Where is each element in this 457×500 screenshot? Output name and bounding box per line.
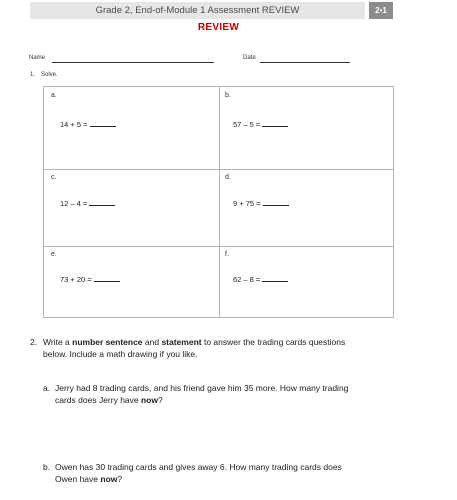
cell-b-expression: 57 – 5 = bbox=[233, 120, 261, 129]
review-title: REVIEW bbox=[197, 22, 240, 33]
problem-2b-text bbox=[55, 461, 445, 485]
problem-2-intro bbox=[43, 336, 443, 360]
problem-2a-question-mark: ? bbox=[157, 395, 163, 405]
problem-1-grid bbox=[43, 86, 394, 318]
problem-2a-line-2: cards does Jerry have bbox=[55, 395, 141, 405]
cell-a-expression: 14 + 5 = bbox=[60, 120, 88, 129]
cell-f-expression: 62 – 8 = bbox=[233, 275, 261, 284]
problem-2-intro-bold-2: statement bbox=[161, 337, 202, 347]
cell-a-answer-blank[interactable] bbox=[90, 119, 116, 127]
problem-2b-question-mark: ? bbox=[117, 474, 123, 484]
cell-e-letter: e. bbox=[51, 251, 57, 258]
problem-2b-bold-now: now bbox=[100, 474, 118, 484]
problem-1-instruction: Solve. bbox=[41, 72, 58, 78]
problem-2-intro-text-3: to answer the trading cards questions bbox=[201, 337, 346, 347]
cell-b-equation bbox=[233, 119, 288, 129]
problem-2-intro-text-2: and bbox=[142, 337, 162, 347]
problem-2b-line-1: Owen has 30 trading cards and gives away 6. How many trading cards does bbox=[55, 462, 342, 472]
date-field[interactable] bbox=[260, 62, 350, 63]
date-label: Date bbox=[243, 55, 256, 61]
problem-2b-letter: b. bbox=[43, 462, 51, 472]
cell-e-expression: 73 + 20 = bbox=[60, 275, 92, 284]
name-label: Name bbox=[29, 55, 46, 61]
cell-b-answer-blank[interactable] bbox=[262, 119, 288, 127]
cell-e-equation bbox=[60, 274, 120, 284]
cell-d-letter: d. bbox=[225, 174, 231, 181]
header-title: Grade 2, End-of-Module 1 Assessment REVIEW bbox=[95, 5, 300, 16]
grid-divider-row-1 bbox=[44, 169, 393, 170]
problem-2a-letter: a. bbox=[43, 383, 51, 393]
cell-c-equation bbox=[60, 198, 115, 208]
cell-a-letter: a. bbox=[51, 92, 57, 99]
problem-2a-text bbox=[55, 382, 445, 406]
cell-d-equation bbox=[233, 198, 289, 208]
cell-a-equation bbox=[60, 119, 116, 129]
cell-c-letter: c. bbox=[51, 174, 57, 181]
cell-e-answer-blank[interactable] bbox=[94, 274, 120, 282]
cell-f-letter: f. bbox=[225, 251, 229, 258]
header-title-bar bbox=[30, 2, 365, 19]
cell-c-answer-blank[interactable] bbox=[89, 198, 115, 206]
problem-2-intro-bold-1: number sentence bbox=[72, 337, 143, 347]
cell-d-expression: 9 + 75 = bbox=[233, 199, 261, 208]
cell-f-answer-blank[interactable] bbox=[262, 274, 288, 282]
problem-2-number: 2. bbox=[30, 337, 38, 347]
grid-divider-vertical bbox=[219, 87, 220, 317]
name-field[interactable] bbox=[52, 62, 214, 63]
problem-1-number: 1. bbox=[30, 72, 36, 78]
grid-divider-row-2 bbox=[44, 246, 393, 247]
problem-2a-line-1: Jerry had 8 trading cards, and his friend gave him 35 more. How many trading bbox=[55, 383, 349, 393]
problem-2-intro-line-2: below. Include a math drawing if you like. bbox=[43, 349, 198, 359]
cell-f-equation bbox=[233, 274, 288, 284]
module-badge: 2•1 bbox=[369, 2, 393, 19]
problem-2a-bold-now: now bbox=[140, 395, 158, 405]
problem-2b-line-2: Owen have bbox=[55, 474, 101, 484]
cell-c-expression: 12 – 4 = bbox=[60, 199, 88, 208]
cell-d-answer-blank[interactable] bbox=[263, 198, 289, 206]
cell-b-letter: b. bbox=[225, 92, 231, 99]
problem-2-intro-text-1: Write a bbox=[43, 337, 73, 347]
